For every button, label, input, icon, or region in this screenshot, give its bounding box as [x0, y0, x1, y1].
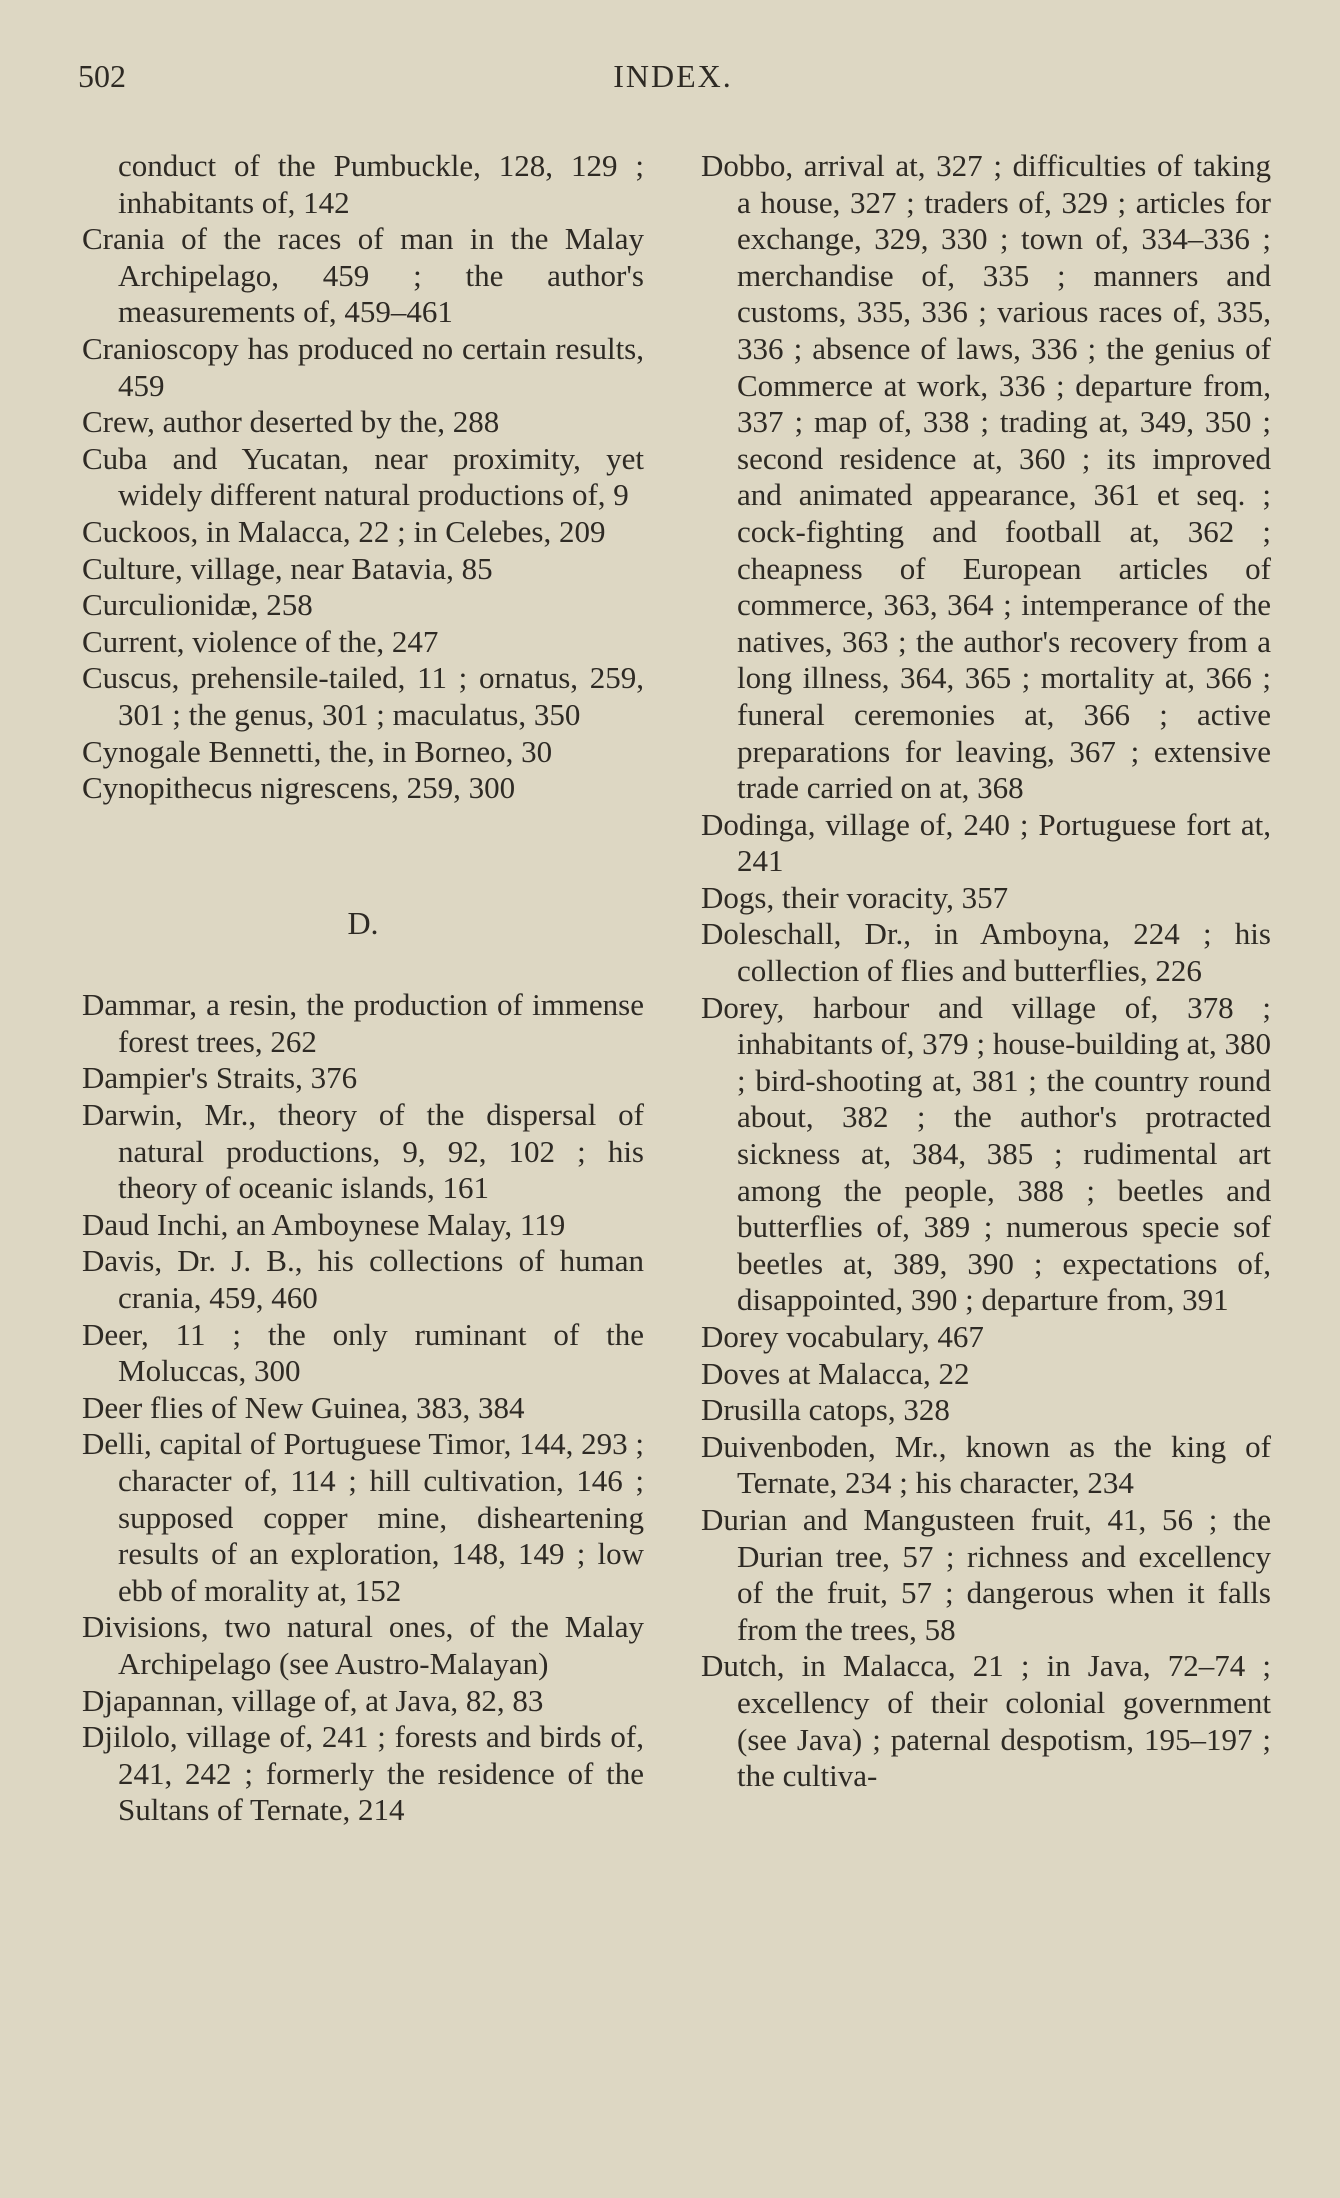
index-entry: Dobbo, arrival at, 327 ; difficulties of taking a house, 327 ; traders of, 329 ; articles for exchange, 329, 330 ; town of, 334–336 ; merchandise of, 335 ; manners and customs, 335, 336 ; various races of, 335, 336 ; absence of laws, 336 ; the genius of Commerce at work, 336 ; departure from, 337 ; map of, 338 ; trading at, 349, 350 ; second residence at, 360 ; its improved and animated appearance, 361 et seq. ; cock-fighting and football at, 362 ; cheapness of European articles of commerce, 363, 364 ; intemperance of the natives, 363 ; the author's recovery from a long illness, 364, 365 ; mortality at, 366 ; funeral ceremonies at, 366 ; active preparations for leaving, 367 ; extensive trade carried on at, 368 [701, 148, 1271, 806]
index-entry: Djapannan, village of, at Java, 82, 83 [82, 1682, 544, 1718]
index-entry: Deer flies of New Guinea, 383, 384 [82, 1389, 525, 1425]
index-entry: Dorey, harbour and village of, 378 ; inhabitants of, 379 ; house-building at, 380 ; bird-shooting at, 381 ; the country round about, 382 ; the author's protracted sickness at, 384, 385 ; rudimental art among the people, 388 ; beetles and butterflies of, 389 ; numerous specie sof beetles at, 389, 390 ; expectations of, disappointed, 390 ; departure from, 391 [701, 989, 1271, 1318]
section-spacer [82, 807, 644, 905]
page-number: 502 [78, 58, 126, 94]
index-entry: Dogs, their voracity, 357 [701, 879, 1009, 915]
index-entry: Current, violence of the, 247 [82, 623, 439, 659]
index-entry: Deer, 11 ; the only ruminant of the Moluccas, 300 [82, 1316, 644, 1389]
index-entry: Dorey vocabulary, 467 [701, 1319, 984, 1354]
index-entry: Drusilla catops, 328 [701, 1392, 950, 1428]
index-entry: Djilolo, village of, 241 ; forests and birds of, 241, 242 ; formerly the residence of the Sultans of Ternate, 214 [82, 1719, 644, 1828]
index-entry: Divisions, two natural ones, of the Malay Archipelago (see Austro-Malayan) [82, 1609, 644, 1681]
index-entry: Dammar, a resin, the production of immense forest trees, 262 [82, 987, 644, 1059]
index-entry: Duivenboden, Mr., known as the king of Ternate, 234 ; his character, 234 [701, 1428, 1271, 1501]
section-letter: D. [347, 904, 379, 941]
index-entry: Cuba and Yucatan, near proximity, yet widely different natural productions of, 9 [82, 440, 644, 513]
index-entry: Cuckoos, in Malacca, 22 ; in Celebes, 209 [82, 513, 606, 549]
index-entry: Delli, capital of Portuguese Timor, 144, 293 ; character of, 114 ; hill cultivation, 146 ; supposed copper mine, disheartening results of an exploration, 148, 149 ; low ebb of morality at, 152 [82, 1426, 644, 1608]
left-column [82, 148, 644, 1829]
index-entry: Cynopithecus nigrescens, 259, 300 [82, 770, 516, 806]
index-entry: Davis, Dr. J. B., his collections of human crania, 459, 460 [82, 1243, 644, 1316]
index-entry: Daud Inchi, an Amboynese Malay, 119 [82, 1206, 566, 1242]
page-header [78, 58, 1268, 102]
index-entry: Cranioscopy has produced no certain results, 459 [82, 330, 644, 403]
index-entry: Doves at Malacca, 22 [701, 1355, 970, 1391]
running-head: INDEX. [613, 58, 733, 94]
section-spacer [82, 941, 644, 987]
index-entry: Darwin, Mr., theory of the dispersal of natural productions, 9, 92, 102 ; his theory of oceanic islands, 161 [82, 1097, 644, 1206]
index-entry: Durian and Mangusteen fruit, 41, 56 ; the Durian tree, 57 ; richness and excellency of the fruit, 57 ; dangerous when it falls from the trees, 58 [701, 1501, 1271, 1647]
index-entry: Cuscus, prehensile-tailed, 11 ; ornatus, 259, 301 ; the genus, 301 ; maculatus, 350 [82, 660, 644, 732]
index-entry: Cynogale Bennetti, the, in Borneo, 30 [82, 733, 553, 769]
index-entry: Crew, author deserted by the, 288 [82, 404, 500, 440]
index-entry: Curculionidæ, 258 [82, 587, 313, 623]
index-entry: Dutch, in Malacca, 21 ; in Java, 72–74 ; excellency of their colonial government (see Java) ; paternal despotism, 195–197 ; the cultiva- [701, 1648, 1271, 1794]
index-entry: Crania of the races of man in the Malay Archipelago, 459 ; the author's measurements of, 459–461 [82, 221, 644, 330]
index-entry: conduct of the Pumbuckle, 128, 129 ; inhabitants of, 142 [118, 148, 644, 220]
index-entry: Culture, village, near Batavia, 85 [82, 550, 493, 586]
right-column [701, 148, 1271, 1795]
index-entry: Doleschall, Dr., in Amboyna, 224 ; his collection of flies and butterflies, 226 [701, 916, 1271, 989]
index-entry: Dampier's Straits, 376 [82, 1060, 358, 1096]
index-entry: Dodinga, village of, 240 ; Portuguese fort at, 241 [701, 806, 1271, 879]
